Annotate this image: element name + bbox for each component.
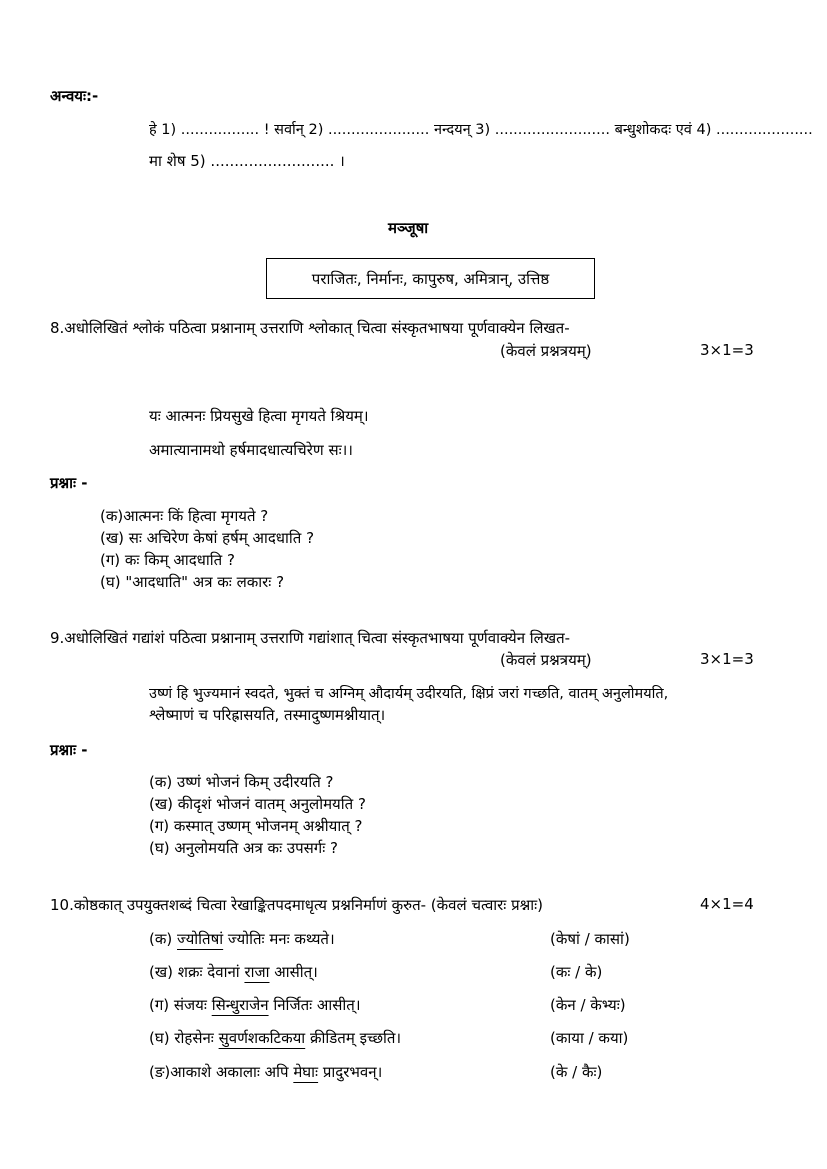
q8-question: 8.अधोलिखितं श्लोकं पठित्वा प्रश्नानाम् उत्तराणि श्लोकात् चित्वा संस्कृतभाषया पूर्णवाक्येन लिखत-: [50, 319, 570, 337]
q9-passage-line-1: उष्णं हि भुज्यमानं स्वदते, भुक्तं च अग्निम् औदार्यम् उदीरयति, क्षिप्रं जरां गच्छति, वातम् अनुलोमयति,: [149, 686, 669, 702]
q10-item: [149, 1062, 382, 1082]
q10-item-options: (कः / के): [550, 963, 603, 981]
q10-item-text: क्रीडितम् इच्छति।: [305, 1029, 402, 1047]
q10-underlined-word: राजा: [244, 963, 270, 981]
q10-item-options: (केन / केभ्यः): [550, 996, 626, 1014]
q9-question: 9.अधोलिखितं गद्यांशं पठित्वा प्रश्नानाम् उत्तराणि गद्यांशात् चित्वा संस्कृतभाषया पूर्णवाक्येन लिखत-: [50, 629, 571, 647]
q9-passage-line-2: श्लेष्माणं च परिह्रासयति, तस्मादुष्णमश्नीयात्।: [149, 706, 386, 724]
q9-item: (घ) अनुलोमयति अत्र कः उपसर्गः ?: [149, 839, 338, 857]
q10-item-options: (काया / कया): [550, 1029, 629, 1047]
q9-item: (ख) कीदृशं भोजनं वातम् अनुलोमयति ?: [149, 795, 366, 813]
anvaya-line-1: हे 1) ................. ! सर्वान् 2) ...................... नन्दयन् 3) ......................... बन्धुशोकदः एवं 4) .....................: [149, 122, 813, 138]
q8-item: (ख) सः अचिरेण केषां हर्षम् आदधाति ?: [100, 529, 315, 547]
q10-underlined-word: ज्योतिषां: [177, 930, 224, 948]
q10-item: [149, 962, 318, 982]
q8-item: (घ) "आदधाति" अत्र कः लकारः ?: [100, 573, 285, 591]
q10-item-text: निर्जितः आसीत्।: [268, 996, 361, 1014]
q9-instruction: (केवलं प्रश्नत्रयम्): [500, 651, 592, 669]
q10-underlined-word: सिन्धुराजेन: [211, 996, 269, 1014]
q10-item: [149, 1028, 401, 1048]
q8-marks: 3×1=3: [700, 341, 754, 359]
q8-verse-line-1: यः आत्मनः प्रियसुखे हित्वा मृगयते श्रियम्।: [149, 407, 369, 425]
q10-item: [149, 995, 361, 1015]
q8-verse-line-2: अमात्यानामथो हर्षमादधात्यचिरेण सः।।: [149, 441, 353, 459]
q10-item-text: ज्योतिः मनः कथ्यते।: [223, 930, 335, 948]
q10-item-options: (केषां / कासां): [550, 930, 630, 948]
manjusha-words: पराजितः, निर्मानः, कापुरुष, अमित्रान्, उत्तिष्ठ: [311, 269, 550, 288]
q10-item-text: (क): [149, 930, 177, 948]
q10-item-options: (के / कैः): [550, 1063, 603, 1081]
q9-marks: 3×1=3: [700, 650, 754, 668]
anvaya-heading: अन्वयः:-: [50, 87, 99, 105]
q10-item-text: प्रादुरभवन्।: [318, 1063, 383, 1081]
manjusha-title: मञ्जूषा: [388, 219, 429, 237]
q8-instruction: (केवलं प्रश्नत्रयम्): [500, 342, 592, 360]
q9-item: (ग) कस्मात् उष्णम् भोजनम् अश्नीयात् ?: [149, 817, 363, 835]
q10-underlined-word: मेघाः: [293, 1063, 319, 1081]
q10-item: [149, 929, 335, 949]
manjusha-word-box: [266, 258, 595, 299]
q8-item: (क)आत्मनः किं हित्वा मृगयते ?: [100, 507, 269, 525]
q10-marks: 4×1=4: [700, 895, 754, 913]
q9-prashna-label: प्रश्नाः -: [50, 741, 88, 759]
q8-item: (ग) कः किम् आदधाति ?: [100, 551, 235, 569]
q10-item-text: (ङ)आकाशे अकालाः अपि: [149, 1063, 294, 1081]
q8-prashna-label: प्रश्नाः -: [50, 474, 88, 492]
q10-item-text: (ख) शक्रः देवानां: [149, 963, 245, 981]
q10-item-text: आसीत्।: [269, 963, 318, 981]
q9-item: (क) उष्णं भोजनं किम् उदीरयति ?: [149, 773, 334, 791]
q10-item-text: (घ) रोहसेनः: [149, 1029, 219, 1047]
q10-question: 10.कोष्ठकात् उपयुक्तशब्दं चित्वा रेखाङ्कितपदमाधृत्य प्रश्ननिर्माणं कुरुत- (केवलं चत्वारः प्रश्नाः): [50, 896, 544, 914]
q10-underlined-word: सुवर्णशकटिकया: [218, 1029, 306, 1047]
q10-item-text: (ग) संजयः: [149, 996, 212, 1014]
anvaya-line-2: मा शेष 5) .......................... ।: [149, 152, 345, 170]
